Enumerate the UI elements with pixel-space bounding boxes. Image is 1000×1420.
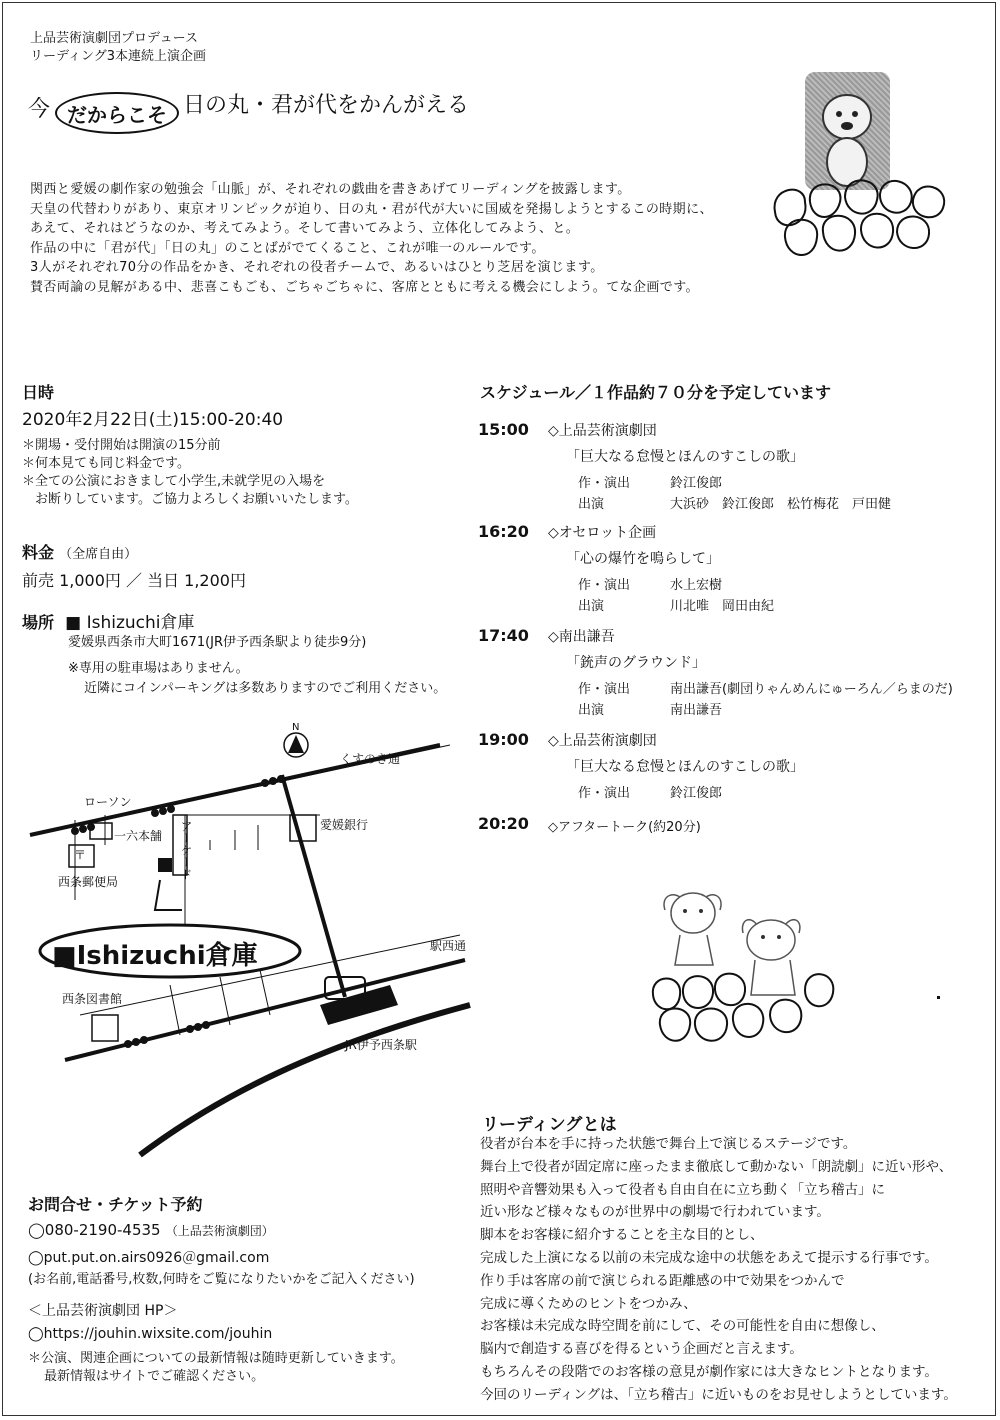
flower-scribble-icon (765, 172, 955, 272)
lead-line: 作品の中に「君が代」「日の丸」のことばがでてくること、これが唯一のルールです。 (30, 240, 545, 256)
fee-prices: 前売 1,000円 ／ 当日 1,200円 (22, 571, 246, 590)
lead-line: 関西と愛媛の劇作家の勉強会「山脈」が、それぞれの戯曲を書きあげてリーディングを披露します。 (30, 182, 631, 197)
contact-heading: お問合せ・チケット予約 (28, 1195, 203, 1214)
schedule-item (478, 626, 953, 718)
schedule-time: 15:00 (478, 420, 529, 439)
map-label-post-office: 西条郵便局 (58, 875, 119, 889)
contact-phone[interactable]: ◯080-2190-4535 (28, 1221, 161, 1239)
reading-line: 脚本をお客様に紹介することを主な目的とし、 (480, 1227, 764, 1244)
note-item: ＊全ての公演におきまして小学生,未就学児の入場を (22, 474, 326, 489)
venue-note-1: ※専用の駐車場はありません。 (68, 661, 249, 676)
schedule-item (478, 730, 804, 801)
schedule-title: 「巨大なる怠慢とほんのすこしの歌」 (566, 449, 804, 465)
producer-line-2: リーディング3本連続上演企画 (30, 49, 206, 64)
schedule-people: 鈴江俊郎 (670, 476, 723, 491)
schedule-people: 大浜砂 鈴江俊郎 松竹梅花 戸田健 (670, 497, 892, 512)
note-item: お断りしています。ご協力よろしくお願いいたします。 (22, 492, 358, 507)
venue-name: ■ Ishizuchi倉庫 (65, 613, 195, 633)
schedule-people: 水上宏樹 (670, 578, 723, 593)
contact-email-note: (お名前,電話番号,枚数,何時をご覧になりたいかをご記入ください) (28, 1272, 415, 1287)
schedule-group: ◇南出謙吾 (548, 629, 615, 645)
reading-line: 舞台上で役者が固定席に座ったまま徹底して動かない「朗読劇」に近い形や、 (480, 1158, 953, 1175)
schedule-time: 20:20 (478, 814, 529, 833)
hp-heading: ＜上品芸術演劇団 HP＞ (28, 1303, 178, 1319)
map-label-ichiroku: 一六本舗 (114, 829, 163, 843)
fee-heading-row (22, 540, 137, 563)
schedule-role: 出演 (578, 599, 605, 614)
map-label-arcade: アーケード (179, 820, 193, 880)
lead-line: 賛否両論の見解がある中、悲喜こもごも、ごちゃごちゃに、客席とともに考える機会にしよう。てな企画です。 (30, 279, 699, 295)
contact-phone-note: （上品芸術演劇団） (165, 1224, 274, 1238)
schedule-role: 出演 (578, 703, 605, 718)
schedule-group: ◇オセロット企画 (548, 525, 657, 541)
venue-address: 愛媛県西条市大町1671(JR伊予西条駅より徒歩9分) (68, 635, 367, 650)
datetime-heading: 日時 (22, 383, 55, 402)
reading-heading: リーディングとは (482, 1115, 617, 1135)
contact-email[interactable]: ◯put.put.on.airs0926＠gmail.com (28, 1250, 270, 1266)
map-venue-label: ■Ishizuchi倉庫 (52, 941, 258, 971)
schedule-title: 「心の爆竹を鳴らして」 (566, 551, 720, 567)
schedule-role: 出演 (578, 497, 605, 512)
title-bubble (55, 92, 179, 134)
schedule-role: 作・演出 (578, 578, 631, 593)
reading-line: 脳内で創造する喜びを得るという企画だと言えます。 (480, 1341, 803, 1358)
schedule-role: 作・演出 (578, 786, 631, 801)
north-label: N (292, 722, 300, 733)
reading-line: もちろんその段階でのお客様の意見が劇作家には大きなヒントとなります。 (480, 1363, 938, 1380)
reading-line: お客様は未完成な時空間を前にして、その可能性を自由に想像し、 (480, 1318, 885, 1335)
schedule-item (478, 420, 891, 512)
reading-line: 完成に導くためのヒントをつかみ、 (480, 1295, 697, 1312)
contact-note-1: ＊公演、関連企画についての最新情報は随時更新していきます。 (28, 1351, 404, 1366)
schedule-heading: スケジュール／１作品約７０分を予定しています (480, 383, 832, 402)
note-item: ＊何本見ても同じ料金です。 (22, 456, 190, 471)
schedule-after-talk (478, 814, 701, 835)
map-label-ehime-bank: 愛媛銀行 (320, 818, 369, 832)
map-label-library: 西条図書館 (62, 992, 123, 1006)
schedule-title: 「巨大なる怠慢とほんのすこしの歌」 (566, 759, 804, 775)
contact-note-2: 最新情報はサイトでご確認ください。 (44, 1369, 265, 1384)
lead-paragraph (30, 180, 713, 297)
map-label-station: JR伊予西条駅 (345, 1038, 417, 1052)
map-label-lawson: ローソン (84, 795, 132, 809)
schedule-people: 鈴江俊郎 (670, 786, 723, 801)
venue-note-2: 近隣にコインパーキングは多数ありますのでご利用ください。 (84, 681, 447, 696)
reading-line: 完成した上演になる以前の未完成な途中の状態をあえて提示する行事です。 (480, 1249, 938, 1266)
map-label-kusunoki: くすのき通 (340, 752, 401, 766)
map-label-ekinishi: 駅西通 (430, 939, 467, 953)
fee-heading: 料金 (22, 543, 55, 562)
hp-url-link[interactable]: ◯https://jouhin.wixsite.com/jouhin (28, 1326, 273, 1342)
schedule-role: 作・演出 (578, 476, 631, 491)
schedule-item (478, 522, 774, 614)
dogs-illustration-icon (645, 885, 845, 1055)
datetime-notes (22, 437, 358, 509)
note-item: ＊開場・受付開始は開演の15分前 (22, 438, 221, 453)
contact-phone-row (28, 1220, 274, 1239)
after-talk-text: ◇アフタートーク(約20分) (548, 820, 701, 835)
schedule-role: 作・演出 (578, 682, 631, 697)
map-label-post-mark: 〒 (74, 848, 87, 862)
event-date: 2020年2月22日(土)15:00-20:40 (22, 410, 284, 430)
schedule-people: 南出謙吾(劇団りゃんめんにゅーろん／らまのだ) (670, 682, 953, 697)
lead-line: 3人がそれぞれ70分の作品をかき、それぞれの役者チームで、あるいはひとり芝居を演じます。 (30, 260, 604, 275)
schedule-group: ◇上品芸術演劇団 (548, 423, 657, 439)
schedule-people: 南出謙吾 (670, 703, 723, 718)
schedule-people: 川北唯 岡田由紀 (670, 599, 775, 614)
venue-heading-row (22, 608, 195, 633)
stray-dot (937, 996, 940, 999)
reading-line: 近い形など様々なものが世界中の劇場で行われています。 (480, 1204, 830, 1221)
title-bubble-text: だからこそ (67, 102, 167, 127)
reading-line: 照明や音響効果も入って役者も自由自在に立ち動く「立ち稽古」に (480, 1181, 885, 1198)
title-ima: 今 (28, 97, 51, 122)
producer-line-1: 上品芸術演劇団プロデュース (30, 31, 198, 46)
schedule-group: ◇上品芸術演劇団 (548, 733, 657, 749)
reading-line: 役者が台本を手に持った状態で舞台上で演じるステージです。 (480, 1136, 857, 1152)
fee-note: （全席自由） (59, 547, 138, 562)
reading-line: 今回のリーディングは、「立ち稽古」に近いものをお見せしようとしています。 (480, 1386, 957, 1403)
reading-line: 作り手は客席の前で演じられる距離感の中で効果をつかんで (480, 1272, 845, 1289)
schedule-time: 17:40 (478, 626, 529, 645)
venue-heading: 場所 (22, 613, 55, 632)
lead-line: あえて、それはどうなのか、考えてみよう。そして書いてみよう、立体化してみよう、と。 (30, 221, 580, 236)
reading-body (480, 1133, 957, 1407)
schedule-title: 「銃声のグラウンド」 (566, 655, 706, 671)
schedule-time: 16:20 (478, 522, 529, 541)
lead-line: 天皇の代替わりがあり、東京オリンピックが迫り、日の丸・君が代が大いに国威を発揚しようとするこの時期に、 (30, 201, 713, 217)
schedule-time: 19:00 (478, 730, 529, 749)
page-title: 日の丸・君が代をかんがえる (183, 93, 470, 118)
